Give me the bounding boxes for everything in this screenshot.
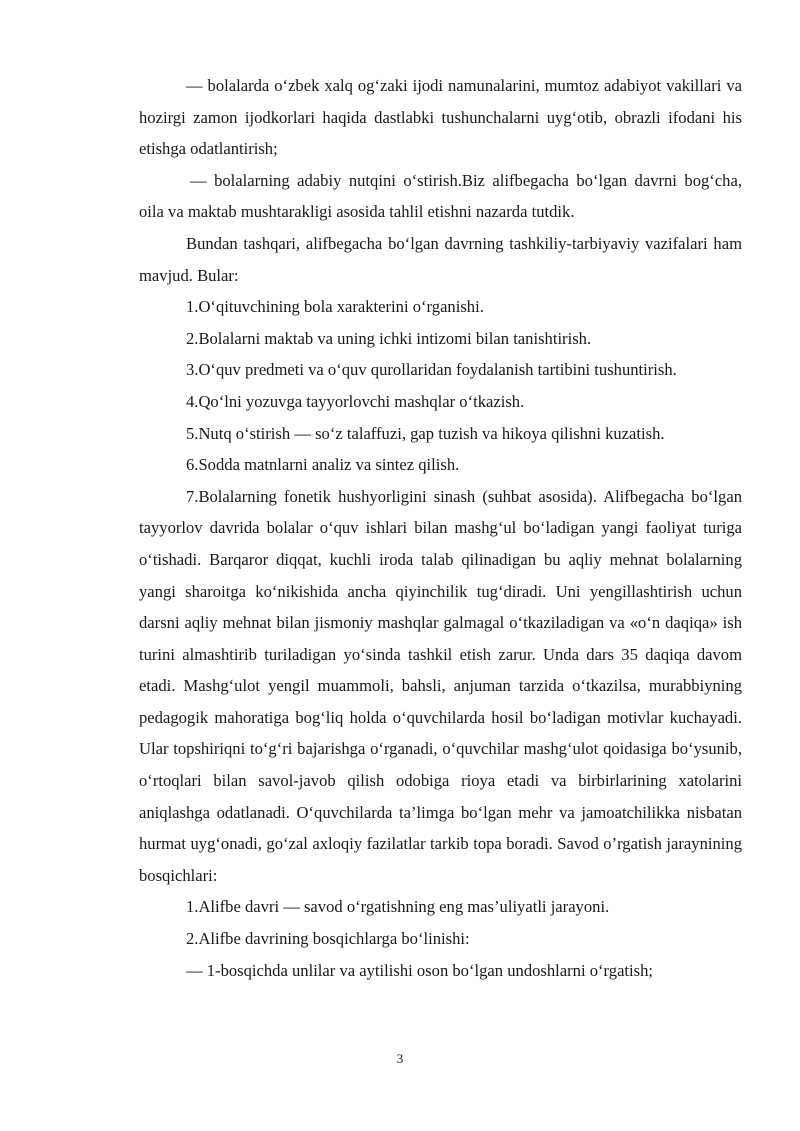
stage-item-1: 1.Alifbe davri — savod o‘rgatishning eng mas’uliyatli jarayoni. (186, 897, 610, 917)
paragraph-folklore-goal: — bolalarda o‘zbek xalq og‘zaki ijodi namunalarini, mumtoz adabiyot vakillari va hozirgi zamon ijodkorlari haqida dastlabki tushunchalarni uyg‘otib, obrazli ifodani his etishga odatlantirish; (139, 76, 742, 159)
page-body (139, 70, 742, 986)
paragraph-organizational-tasks: Bundan tashqari, alifbegacha bo‘lgan davrning tashkiliy-tarbiyaviy vazifalari ham mavjud. Bular: (139, 233, 742, 285)
list-item-3: 3.O‘quv predmeti va o‘quv qurollaridan foydalanish tartibini tushuntirish. (186, 360, 677, 380)
list-item-1: 1.O‘qituvchining bola xarakterini o‘rganishi. (186, 297, 484, 317)
list-item-4: 4.Qo‘lni yozuvga tayyorlovchi mashqlar o‘tkazish. (186, 391, 525, 411)
list-item-5: 5.Nutq o‘stirish — so‘z talaffuzi, gap tuzish va hikoya qilishni kuzatish. (186, 423, 665, 443)
list-item-6: 6.Sodda matnlarni analiz va sintez qilish. (186, 455, 460, 475)
paragraph-speech-goal: — bolalarning adabiy nutqini o‘stirish.Biz alifbegacha bo‘lgan davrni bog‘cha, oila va maktab mushtarakligi asosida tahlil etishni nazarda tutdik. (139, 170, 742, 222)
paragraph-phonetic-awareness: 7.Bolalarning fonetik hushyorligini sinash (suhbat asosida). Alifbegacha bo‘lgan tayyorlov davrida bolalar o‘quv ishlari bilan mashg‘ul bo‘ladigan yangi faoliyat turiga o‘tishadi. Barqaror diqqat, kuchli iroda talab qilinadigan bu aqliy mehnat bolalarning yangi sharoitga ko‘nikishida ancha qiyinchilik tug‘diradi. Uni yengillashtirish uchun darsni aqliy mehnat bilan jismoniy mashqlar galmagal o‘tkaziladigan va «o‘n daqiqa» ish turini almashtirib turiladigan yo‘sinda tashkil etish zarur. Unda dars 35 daqiqa davom etadi. Mashg‘ulot yengil muammoli, bahsli, anjuman tarzida o‘tkazilsa, murabbiyning pedagogik mahoratiga bog‘liq holda o‘quvchilarda hosil bo‘ladigan motivlar kuchayadi. Ular topshiriqni to‘g‘ri bajarishga o‘rganadi, o‘quvchilar mashg‘ulot qoidasiga bo‘ysunib, o‘rtoqlari bilan savol-javob qilish odobiga rioya etadi va birbirlarining xatolarini aniqlashga odatlanadi. O‘quvchilarda ta’limga bo‘lgan mehr va jamoatchilikka nisbatan hurmat uyg‘onadi, go‘zal axloqiy fazilatlar tarkib topa boradi. Savod o’rgatish jaraynining bosqichlari: (139, 486, 742, 885)
stage-item-2: 2.Alifbe davrining bosqichlarga bo‘linishi: (186, 929, 470, 949)
stage-item-3: — 1-bosqichda unlilar va aytilishi oson bo‘lgan undoshlarni o‘rgatish; (186, 960, 654, 980)
list-item-2: 2.Bolalarni maktab va uning ichki intizomi bilan tanishtirish. (186, 328, 592, 348)
page-number: 3 (396, 1051, 404, 1066)
